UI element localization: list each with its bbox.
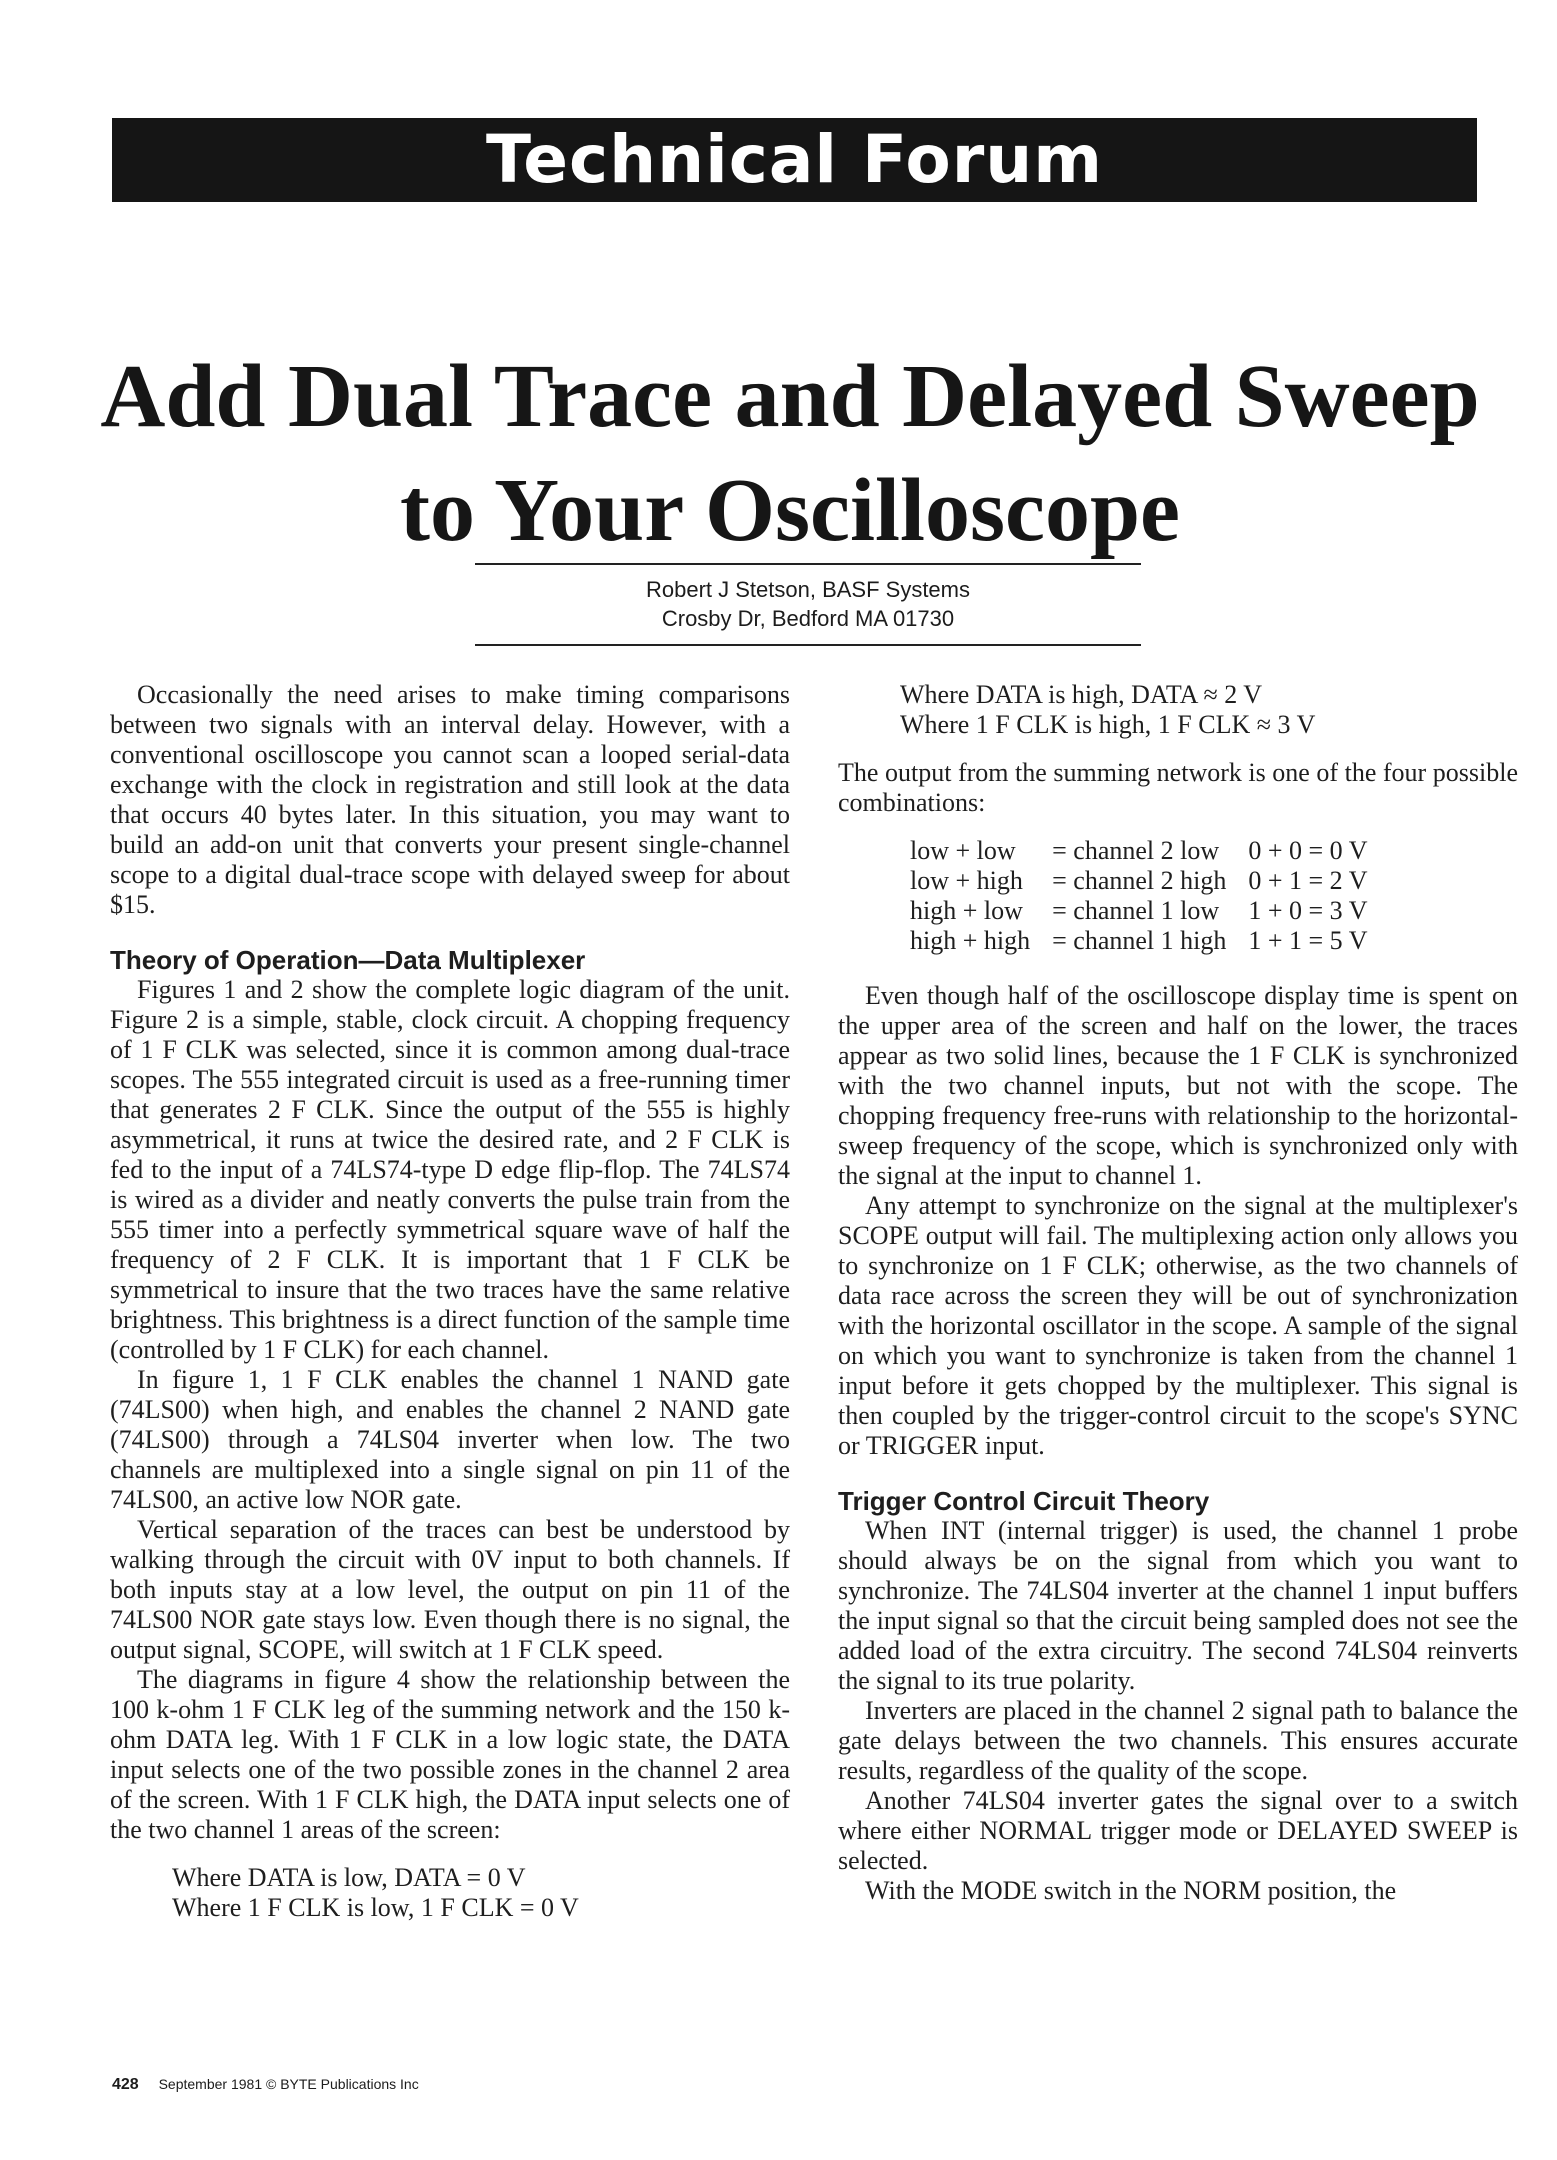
byline (475, 563, 1141, 646)
combo-sum: 1 + 1 = 5 V (1248, 926, 1368, 955)
combo-inputs: high + low (910, 896, 1023, 925)
paragraph: The output from the summing network is one of the four possible combinations: (838, 758, 1518, 817)
table-row (910, 926, 1390, 956)
left-column (110, 680, 790, 1941)
combo-inputs: low + high (910, 866, 1023, 895)
combo-channel: = channel 1 high (1052, 926, 1227, 955)
paragraph: The diagrams in figure 4 show the relationship between the 100 k-ohm 1 F CLK leg of the summing network and the 150 k-ohm DATA leg. With 1 F CLK in a low logic state, the DATA input selects one of the two possible zones in the channel 2 area of the screen. With 1 F CLK high, the DATA input selects one of the two channel 1 areas of the screen: (110, 1665, 790, 1844)
address-line: Crosby Dr, Bedford MA 01730 (661, 606, 955, 631)
section-heading-multiplexer: Theory of Operation—Data Multiplexer (110, 945, 586, 975)
article-title (100, 340, 1480, 568)
right-column (838, 680, 1518, 1906)
combo-channel: = channel 2 high (1052, 866, 1227, 895)
paragraph: Figures 1 and 2 show the complete logic diagram of the unit. Figure 2 is a simple, stable, clock circuit. A chopping frequency of 1 F CLK was selected, since it is common among dual-trace scopes. The 555 integrated circuit is used as a free-running timer that generates 2 F CLK. Since the output of the 555 is highly asymmetrical, it runs at twice the desired rate, and 2 F CLK is fed to the input of a 74LS74-type D edge flip-flop. The 74LS74 is wired as a divider and neatly converts the pulse train from the 555 timer into a perfectly symmetrical square wave of half the frequency of 2 F CLK. It is important that 1 F CLK be symmetrical to insure that the two traces have the same relative brightness. This brightness is a direct function of the sample time (controlled by 1 F CLK) for each channel. (110, 975, 790, 1364)
section-banner (112, 118, 1477, 202)
equation-block (900, 680, 1518, 740)
combo-inputs: low + low (910, 836, 1016, 865)
table-row (910, 896, 1390, 926)
equation-line: Where 1 F CLK is high, 1 F CLK ≈ 3 V (900, 710, 1316, 739)
paragraph: Any attempt to synchronize on the signal at the multiplexer's SCOPE output will fail. The multiplexing action only allows you to synchronize on 1 F CLK; otherwise, as the two channels of data race across the screen they will be out of synchronization with the horizontal oscillator in the scope. A sample of the signal on which you want to synchronize is taken from the channel 1 input before it gets chopped by the multiplexer. This signal is then coupled by the trigger-control circuit to the scope's SYNC or TRIGGER input. (838, 1191, 1518, 1460)
combo-channel: = channel 2 low (1052, 836, 1220, 865)
paragraph: Inverters are placed in the channel 2 signal path to balance the gate delays between the two channels. This ensures accurate results, regardless of the quality of the scope. (838, 1696, 1518, 1785)
table-row (910, 836, 1390, 866)
equation-block (172, 1863, 790, 1923)
article-title-line-1: Add Dual Trace and Delayed Sweep (100, 347, 1480, 446)
paragraph: With the MODE switch in the NORM position, the (865, 1876, 1397, 1905)
intro-paragraph: Occasionally the need arises to make timing comparisons between two signals with an interval delay. However, with a conventional oscilloscope you cannot scan a looped serial-data exchange with the clock in registration and still look at the data that occurs 40 bytes later. In this situation, you may want to build an add-on unit that converts your present single-channel scope to a digital dual-trace scope with delayed sweep for about $15. (110, 680, 790, 919)
page-footer (112, 2076, 419, 2094)
equation-line: Where 1 F CLK is low, 1 F CLK = 0 V (172, 1893, 579, 1922)
paragraph: Vertical separation of the traces can best be understood by walking through the circuit with 0V input to both channels. If both inputs stay at a low level, the output on pin 11 of the 74LS00 NOR gate stays low. Even though there is no signal, the output signal, SCOPE, will switch at 1 F CLK speed. (110, 1515, 790, 1664)
article-title-line-2: to Your Oscilloscope (400, 461, 1180, 560)
equation-line: Where DATA is high, DATA ≈ 2 V (900, 680, 1263, 709)
section-heading-trigger: Trigger Control Circuit Theory (838, 1486, 1210, 1516)
page-number: 428 (112, 2076, 139, 2093)
author-line: Robert J Stetson, BASF Systems (645, 577, 970, 602)
combo-channel: = channel 1 low (1052, 896, 1220, 925)
table-row (910, 866, 1390, 896)
combo-sum: 0 + 0 = 0 V (1248, 836, 1368, 865)
publication-line: September 1981 © BYTE Publications Inc (158, 2076, 419, 2092)
paragraph: In figure 1, 1 F CLK enables the channel 1 NAND gate (74LS00) when high, and enables the channel 2 NAND gate (74LS00) through a 74LS04 inverter when low. The two channels are multiplexed into a single signal on pin 11 of the 74LS00, an active low NOR gate. (110, 1365, 790, 1514)
section-banner-label: Technical Forum (485, 121, 1104, 198)
paragraph: Even though half of the oscilloscope display time is spent on the upper area of the screen and half on the lower, the traces appear as two solid lines, because the 1 F CLK is synchronized with the two channel inputs, but not with the scope. The chopping frequency free-runs with relationship to the horizontal-sweep frequency of the scope, which is synchronized only with the signal at the input to channel 1. (838, 981, 1518, 1190)
equation-line: Where DATA is low, DATA = 0 V (172, 1863, 526, 1892)
paragraph: Another 74LS04 inverter gates the signal over to a switch where either NORMAL trigger mode or DELAYED SWEEP is selected. (838, 1786, 1518, 1875)
combo-inputs: high + high (910, 926, 1031, 955)
combinations-table (910, 836, 1390, 956)
combo-sum: 1 + 0 = 3 V (1248, 896, 1368, 925)
paragraph: When INT (internal trigger) is used, the channel 1 probe should always be on the signal from which you want to synchronize. The 74LS04 inverter at the channel 1 input buffers the input signal so that the circuit being sampled does not see the added load of the extra circuitry. The second 74LS04 reinverts the signal to its true polarity. (838, 1516, 1518, 1695)
combo-sum: 0 + 1 = 2 V (1248, 866, 1368, 895)
